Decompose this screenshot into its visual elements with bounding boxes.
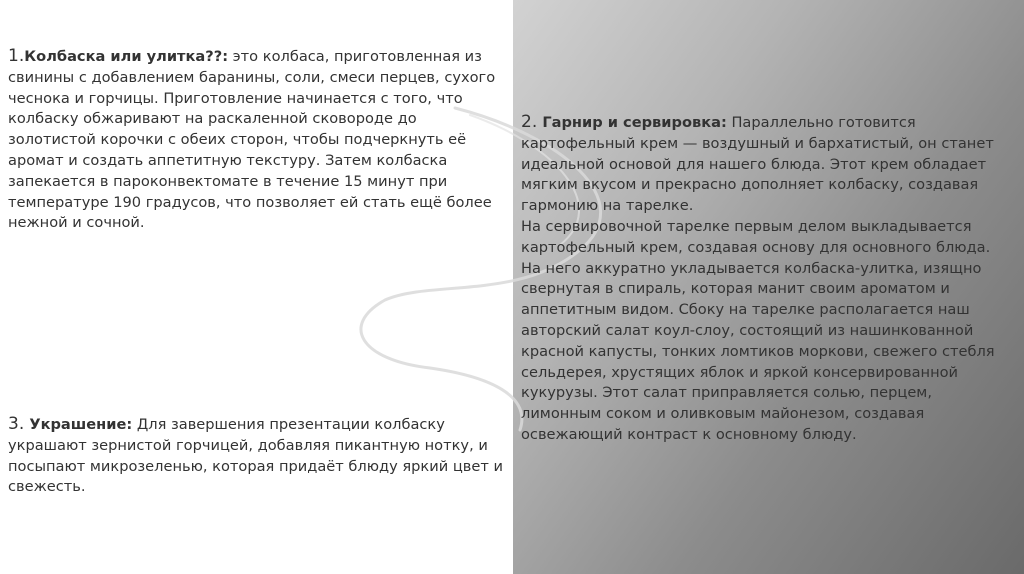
section-sausage	[8, 46, 508, 234]
section-body: это колбаса, приготовленная из свинины с добавлением баранины, соли, смеси перцев, сухого чеснока и горчицы. Приготовление начинается с того, что колбаску обжаривают на раскаленной сковороде до золотистой корочки с обеих сторон, чтобы подчеркнуть её аромат и создать аппетитную текстуру. Затем колбаска запекается в пароконвектомате в течение 15 минут при температуре 190 градусов, что позволяет ей стать ещё более нежной и сочной.	[8, 48, 496, 232]
section-heading: Гарнир и сервировка:	[537, 114, 727, 131]
section-heading: Украшение:	[24, 416, 133, 433]
section-garnish	[521, 112, 1013, 446]
section-garnish-paragraph	[521, 112, 1013, 217]
section-sausage-paragraph	[8, 46, 508, 234]
section-number: 1.	[8, 46, 25, 66]
section-decoration-paragraph	[8, 414, 508, 498]
section-body: Параллельно готовится картофельный крем — воздушный и бархатистый, он станет идеальной основой для нашего блюда. Этот крем обладает мягким вкусом и прекрасно дополняет колбаску, создавая гармонию на тарелке.	[521, 114, 994, 215]
section-number: 2.	[521, 112, 538, 132]
section-number: 3.	[8, 414, 25, 434]
section-body: Для завершения презентации колбаску украшают зернистой горчицей, добавляя пикантную нотку, и посыпают микрозеленью, которая придаёт блюду яркий цвет и свежесть.	[8, 416, 503, 496]
section-heading: Колбаска или улитка??:	[24, 48, 229, 65]
section-decoration	[8, 414, 508, 498]
section-serving-paragraph: На сервировочной тарелке первым делом выкладывается картофельный крем, создавая основу для основного блюда. На него аккуратно укладывается колбаска-улитка, изящно свернутая в спираль, которая манит своим ароматом и аппетитным видом. Сбоку на тарелке располагается наш авторский салат коул-слоу, состоящий из нашинкованной красной капусты, тонких ломтиков моркови, свежего стебля сельдерея, хрустящих яблок и яркой консервированной кукурузы. Этот салат приправляется солью, перцем, лимонным соком и оливковым майонезом, создавая освежающий контраст к основному блюду.	[521, 217, 995, 443]
